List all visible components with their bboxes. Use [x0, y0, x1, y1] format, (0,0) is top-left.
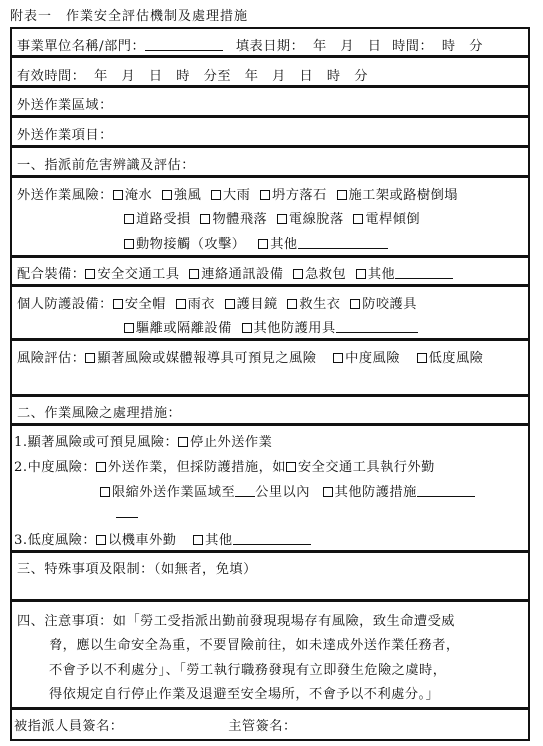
checkbox[interactable]: [323, 487, 333, 497]
checkbox[interactable]: [193, 535, 203, 545]
checkbox[interactable]: [96, 535, 106, 545]
divider: [12, 85, 528, 88]
other-measure-blank[interactable]: [417, 485, 475, 497]
option-label: 護目鏡: [236, 297, 278, 312]
unit-label: 事業單位名稱/部門：: [17, 39, 146, 54]
divider: [12, 394, 528, 397]
section1-heading: 一、指派前危害辨識及評估：: [17, 158, 195, 173]
other-blank[interactable]: [395, 267, 453, 279]
checkbox[interactable]: [96, 462, 106, 472]
option-label: 停止外送作業: [190, 435, 273, 450]
option-label: 安全交通工具: [97, 267, 180, 282]
option-label: 急救包: [305, 267, 347, 282]
assessment-label: 風險評估：: [17, 351, 86, 366]
checkbox[interactable]: [242, 323, 252, 333]
divider: [12, 55, 528, 58]
validity-text: 年 月 日 時 分至 年 月 日 時 分: [94, 69, 368, 84]
time-label: 時間：: [392, 39, 434, 54]
divider: [12, 707, 528, 710]
fill-date-label: 填表日期：: [235, 39, 305, 54]
option-label: 電線脫落: [288, 212, 344, 227]
checkbox[interactable]: [225, 299, 235, 309]
unit-blank[interactable]: [145, 39, 223, 51]
section2-heading: 二、作業風險之處理措施：: [17, 406, 182, 421]
other-blank[interactable]: [336, 321, 418, 333]
option-label: 電桿傾倒: [365, 212, 421, 227]
distance-blank[interactable]: [235, 485, 255, 497]
option-label: 連絡通訊設備: [201, 267, 284, 282]
fill-date-parts: 年 月 日: [312, 39, 382, 54]
measure-1-label: 1.顯著風險或可預見風險：: [14, 435, 179, 450]
item-label: 外送作業項目：: [17, 128, 113, 143]
option-label: 其他防護用具: [253, 321, 336, 336]
checkbox[interactable]: [124, 239, 134, 249]
checkbox[interactable]: [124, 323, 134, 333]
time-parts: 時 分: [441, 39, 483, 54]
assignee-signature-label[interactable]: 被指派人員簽名：: [14, 719, 124, 734]
form-title: 附表一 作業安全評估機制及處理措施: [10, 9, 249, 24]
checkbox[interactable]: [287, 299, 297, 309]
option-label: 強風: [173, 188, 202, 203]
checkbox[interactable]: [200, 214, 210, 224]
checkbox[interactable]: [113, 299, 123, 309]
checkbox[interactable]: [356, 269, 366, 279]
option-label: 安全帽: [124, 297, 166, 312]
divider: [12, 338, 528, 341]
divider: [12, 423, 528, 426]
divider: [12, 175, 528, 178]
notes-line-4: 得依規定自行停止作業及退避至安全場所，不會予以不利處分。」: [49, 687, 440, 702]
checkbox[interactable]: [189, 269, 199, 279]
supervisor-signature-label[interactable]: 主管簽名：: [228, 719, 297, 734]
risk-label: 外送作業風險：: [17, 188, 113, 203]
checkbox[interactable]: [286, 462, 296, 472]
option-label: 公里以內: [255, 485, 310, 500]
divider: [12, 145, 528, 148]
divider: [12, 284, 528, 287]
assessment-row-1: [17, 347, 483, 366]
divider: [12, 115, 528, 118]
section3-heading: 三、特殊事項及限制：（如無者，免填）: [17, 562, 257, 577]
notes-line-2: 脅，應以生命安全為重，不要冒險前往，如未達成外送作業任務者，: [49, 638, 460, 653]
measure-2-row-2: [100, 481, 475, 500]
option-label: 其他防護措施: [334, 485, 417, 500]
option-label: 低度風險: [428, 351, 484, 366]
equipment-row: [17, 263, 453, 282]
option-label: 防咬護具: [362, 297, 417, 312]
checkbox[interactable]: [85, 353, 95, 363]
checkbox[interactable]: [176, 299, 186, 309]
divider: [12, 255, 528, 258]
option-label: 限縮外送作業區域至: [112, 485, 236, 500]
option-label: 以機車外勤: [108, 533, 177, 548]
checkbox[interactable]: [113, 190, 123, 200]
option-label: 大雨: [222, 188, 251, 203]
measure-3-row: [14, 529, 311, 548]
checkbox[interactable]: [293, 269, 303, 279]
risk-row-1: [17, 184, 458, 203]
checkbox[interactable]: [100, 487, 110, 497]
checkbox[interactable]: [162, 190, 172, 200]
checkbox[interactable]: [85, 269, 95, 279]
measure-2-row-1: [14, 456, 435, 475]
option-label: 道路受損: [136, 212, 191, 227]
validity-label: 有效時間：: [17, 69, 86, 84]
measure-3-label: 3.低度風險：: [14, 533, 97, 548]
checkbox[interactable]: [124, 214, 134, 224]
checkbox[interactable]: [353, 214, 363, 224]
checkbox[interactable]: [258, 239, 268, 249]
other-blank[interactable]: [298, 237, 388, 249]
equipment-label: 配合裝備：: [17, 267, 86, 282]
measure-2-label: 2.中度風險：: [14, 460, 97, 475]
measure-1-row: [14, 431, 272, 450]
validity-row: [17, 65, 368, 84]
option-label: 顯著風險或媒體報導具可預見之風險: [97, 351, 317, 366]
option-label: 其他: [205, 533, 233, 548]
ppe-row-2: [124, 317, 418, 336]
option-label: 淹水: [124, 188, 153, 203]
risk-row-3: [124, 233, 388, 252]
option-label: 動物接觸（攻擊）: [136, 237, 246, 252]
checkbox[interactable]: [277, 214, 287, 224]
option-label: 安全交通工具執行外勤: [297, 460, 435, 475]
option-label: 施工架或路樹倒塌: [348, 188, 458, 203]
signature-row: [14, 715, 297, 734]
divider: [12, 550, 528, 553]
option-label: 物體飛落: [212, 212, 268, 227]
checkbox[interactable]: [333, 353, 343, 363]
checkbox[interactable]: [337, 190, 347, 200]
checkbox[interactable]: [417, 353, 427, 363]
other-blank[interactable]: [233, 533, 311, 545]
notes-line-3: 不會予以不利處分」、「勞工執行職務發現有立即發生危險之虞時，: [49, 663, 447, 678]
option-label: 其他: [367, 267, 396, 282]
option-label: 雨衣: [187, 297, 215, 312]
option-label: 驅離或隔離設備: [136, 321, 232, 336]
option-label: 中度風險: [345, 351, 400, 366]
divider: [12, 599, 528, 602]
checkbox[interactable]: [178, 437, 188, 447]
ppe-label: 個人防護設備：: [17, 297, 113, 312]
area-label: 外送作業區域：: [17, 98, 113, 113]
risk-row-2: [124, 208, 420, 227]
checkbox[interactable]: [350, 299, 360, 309]
ppe-row-1: [17, 293, 417, 312]
checkbox[interactable]: [211, 190, 221, 200]
safety-assessment-form: [10, 27, 530, 741]
unit-row: [17, 35, 483, 54]
option-label: 其他: [270, 237, 298, 252]
continuation-blank: [116, 517, 138, 518]
option-label: 坍方落石: [272, 188, 327, 203]
checkbox[interactable]: [260, 190, 270, 200]
option-label: 救生衣: [299, 297, 341, 312]
notes-line-1: 四、注意事項：如「勞工受指派出勤前發現現場存有風險，致生命遭受威: [17, 614, 455, 629]
option-label: 外送作業，但採防護措施，如: [108, 460, 286, 475]
